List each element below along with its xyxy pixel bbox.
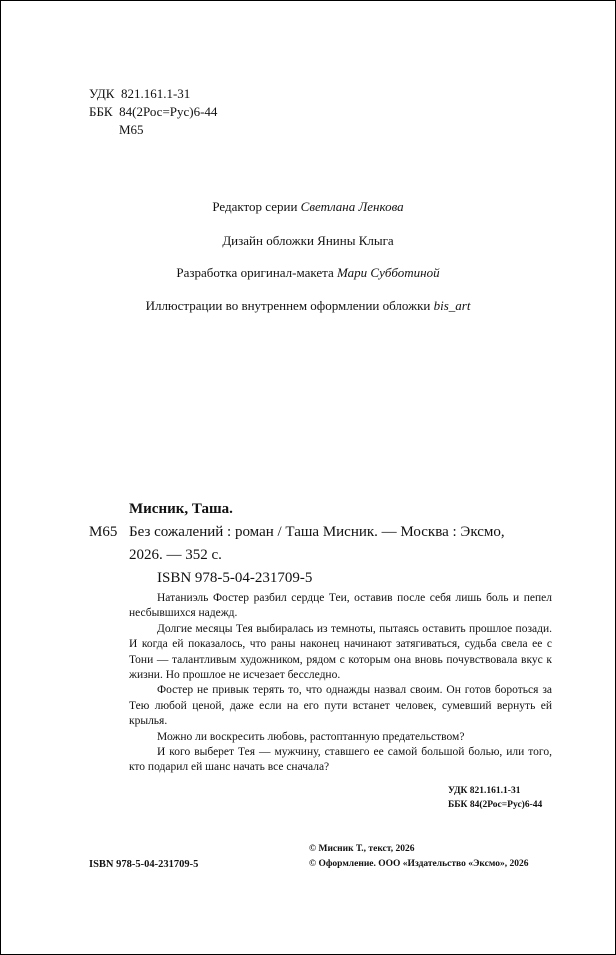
annotation-paragraph: Фостер не привык терять то, что однажды назвал своим. Он готов бороться за Тею любой ценой, даже если на его пути встанет человек, сумевший вернуть ей крылья. bbox=[129, 684, 552, 728]
bib-line-2: 2026. — 352 с. bbox=[129, 547, 222, 563]
author-mark: М65 bbox=[89, 524, 118, 540]
udk-code-top bbox=[89, 85, 190, 103]
footer-isbn: ISBN 978-5-04-231709-5 bbox=[89, 859, 199, 870]
copyright-text: © Мисник Т., текст, 2026 bbox=[309, 844, 415, 854]
copyright-design: © Оформление. ООО «Издательство «Эксмо», 2026 bbox=[309, 859, 529, 869]
annotation-paragraph: И кого выберет Тея — мужчину, ставшего ее самой большой болью, или того, кто подарил ей шанс начать все сначала? bbox=[129, 746, 552, 774]
bbk-code-bottom: ББК 84(2Рос=Рус)6-44 bbox=[448, 800, 543, 810]
annotation-paragraph: Натаниэль Фостер разбил сердце Теи, оставив после себя лишь боль и пепел несбывшихся надежд. bbox=[129, 592, 552, 620]
bbk-value: 84(2Рос=Рус)6-44 bbox=[119, 104, 218, 119]
udk-value: 821.161.1-31 bbox=[120, 86, 191, 101]
bib-line-1: Без сожалений : роман / Таша Мисник. — Москва : Эксмо, bbox=[129, 524, 505, 540]
author-mark-top: М65 bbox=[119, 122, 144, 137]
isbn-record: ISBN 978-5-04-231709-5 bbox=[157, 570, 313, 586]
bbk-label: ББК bbox=[89, 104, 113, 119]
annotation-paragraph: Долгие месяцы Тея выбиралась из темноты, пытаясь оставить прошлое позади. И когда ей показалось, что раны наконец начинают затягиваться, судьба свела ее с Тони — талантливым художником, рядом с которым она вновь почувствовала вкус к жизни. Но прошлое не исчезает бесследно. bbox=[129, 622, 552, 682]
credit-illustrations: Иллюстрации во внутреннем оформлении обложки bis_art bbox=[145, 298, 471, 313]
bbk-code-top bbox=[89, 103, 217, 121]
book-author: Мисник, Таша. bbox=[129, 501, 233, 517]
annotation bbox=[129, 591, 552, 776]
udk-code-bottom: УДК 821.161.1-31 bbox=[448, 786, 521, 796]
credit-cover-design: Дизайн обложки Янины Клыга bbox=[222, 233, 394, 248]
credit-layout: Разработка оригинал-макета Мари Субботиной bbox=[176, 265, 440, 280]
annotation-paragraph: Можно ли воскресить любовь, растоптанную предательством? bbox=[157, 730, 465, 743]
credit-series-editor: Редактор серии Светлана Ленкова bbox=[212, 199, 404, 214]
udk-label: УДК bbox=[89, 86, 115, 101]
